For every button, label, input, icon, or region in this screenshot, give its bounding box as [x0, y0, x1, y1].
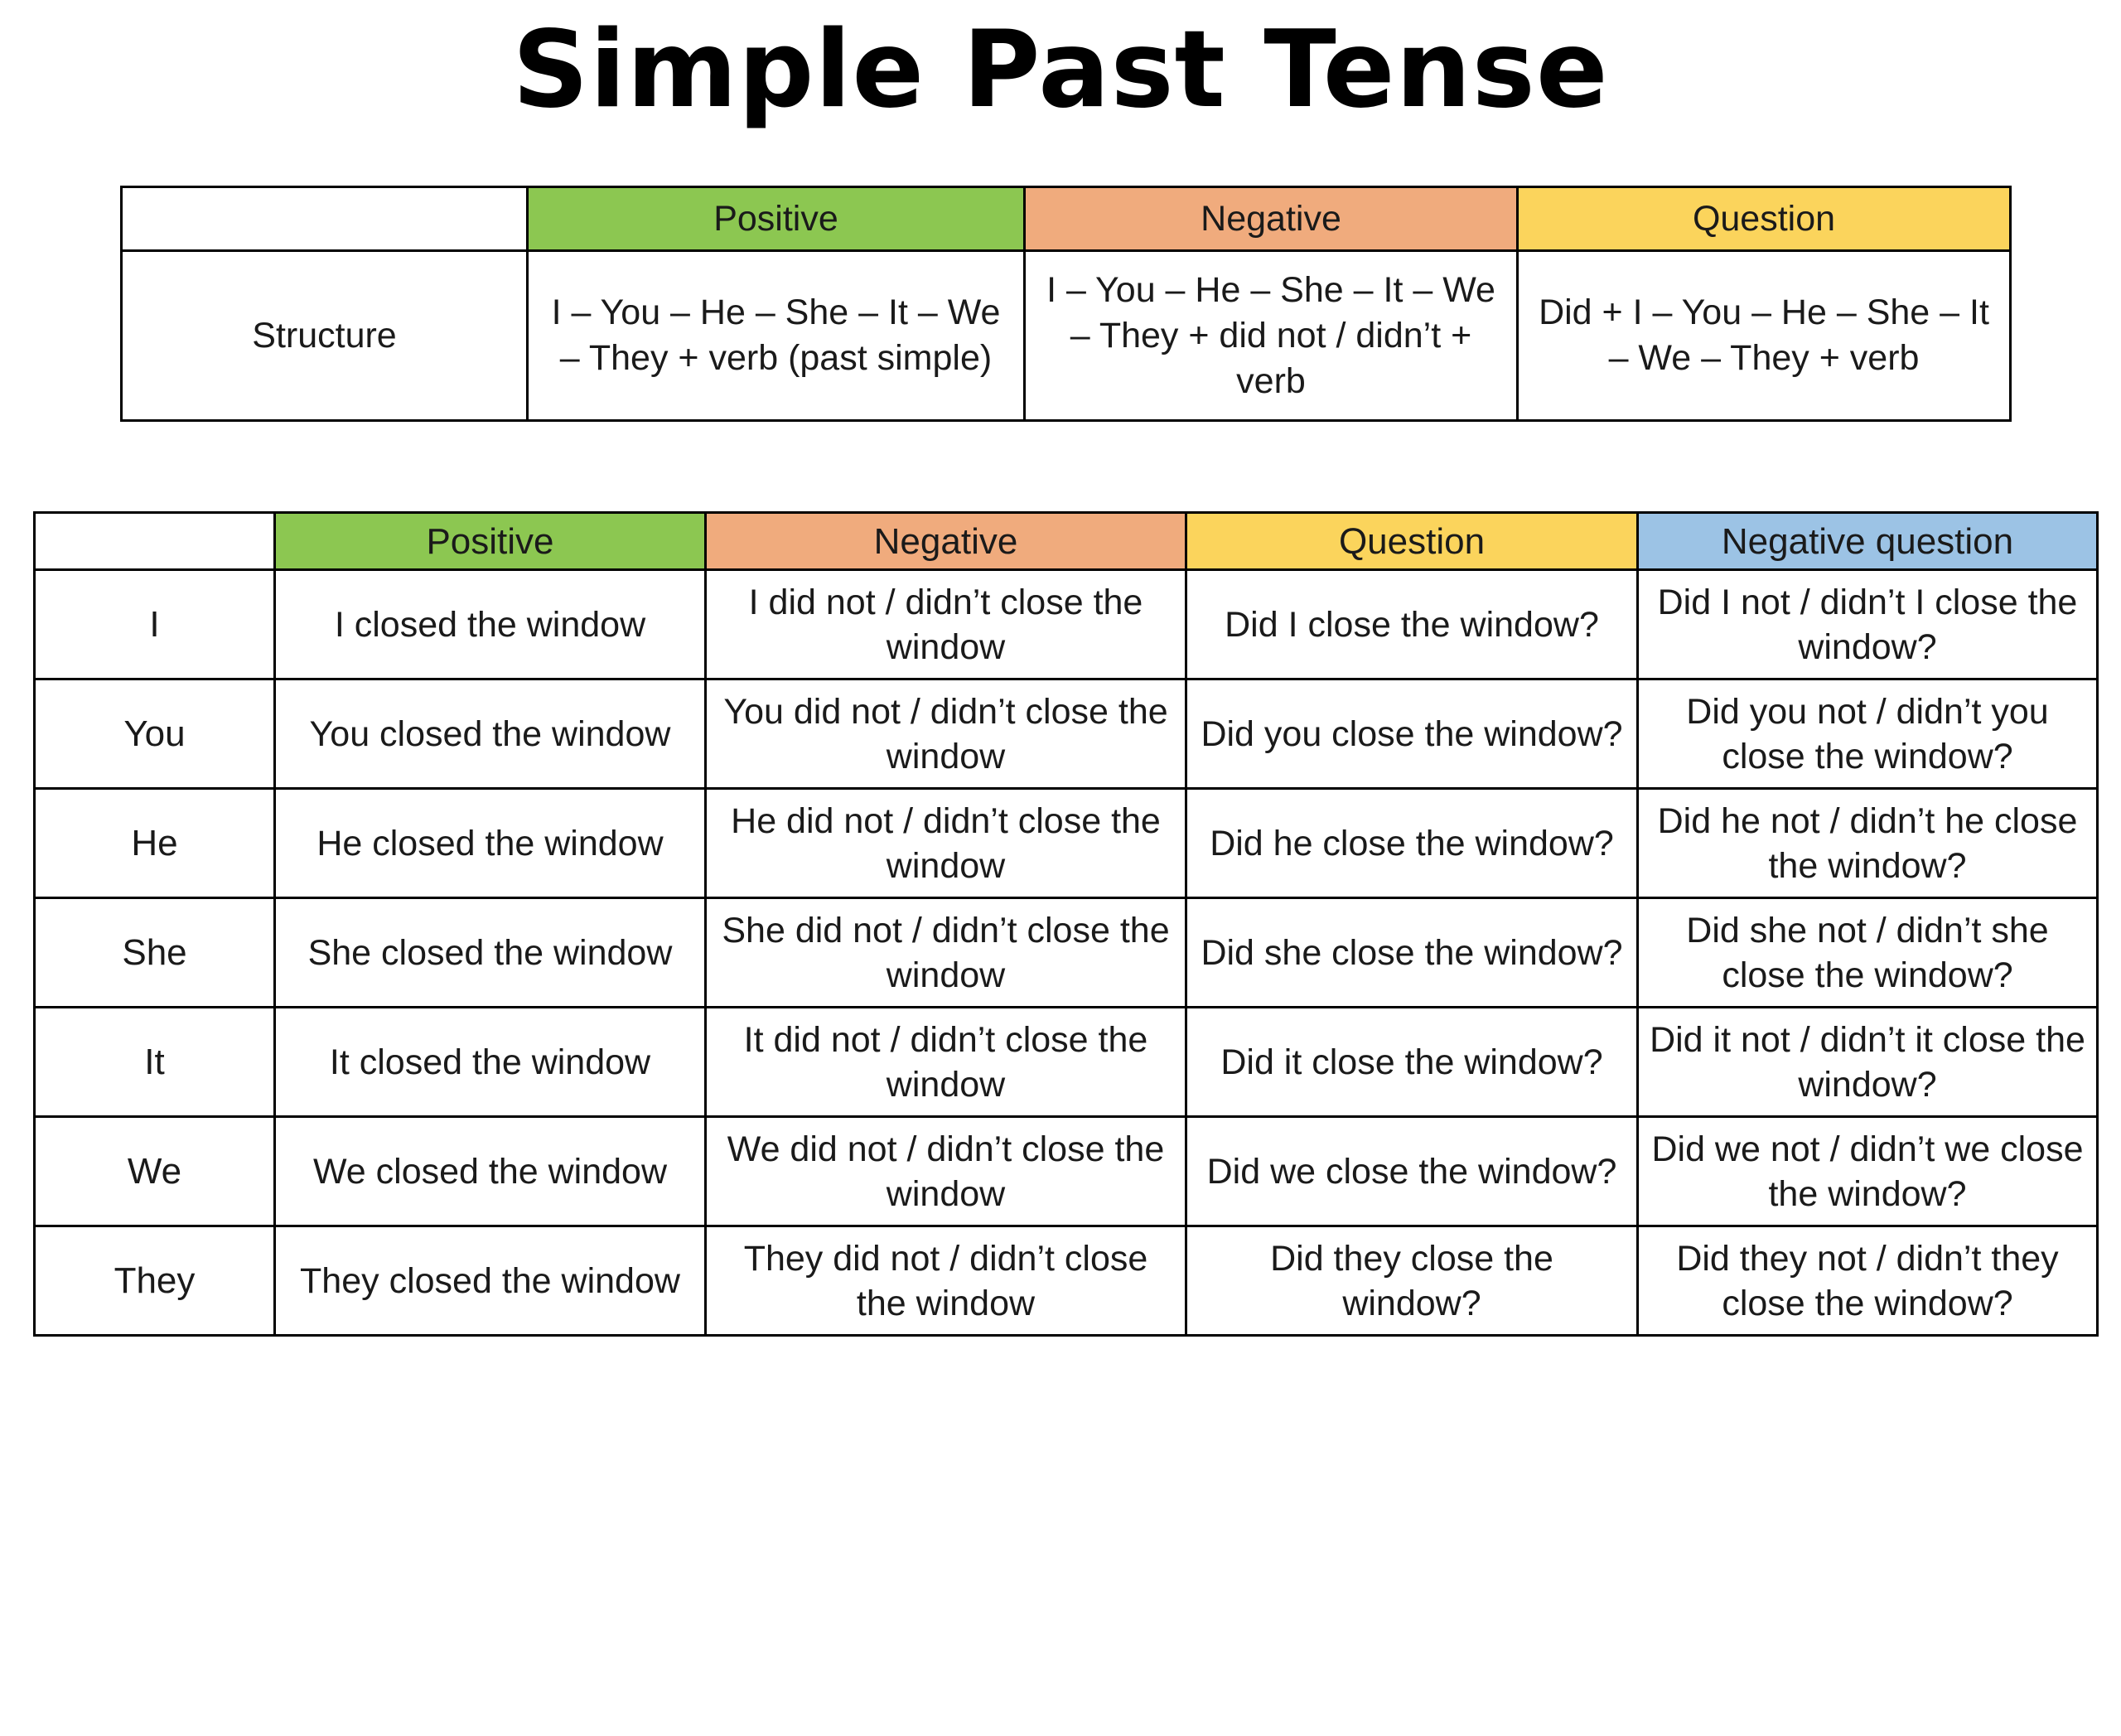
- conjugation-header-negative-question: Negative question: [1638, 513, 2098, 570]
- conjugation-table-container: [33, 511, 2096, 1337]
- cell-negative-question: Did I not / didn’t I close the window?: [1638, 570, 2098, 679]
- worksheet-page: [0, 8, 2121, 1736]
- cell-question: Did it close the window?: [1186, 1008, 1638, 1117]
- table-row: [35, 789, 2098, 898]
- row-pronoun: He: [35, 789, 275, 898]
- conjugation-table: [33, 511, 2099, 1337]
- cell-question: Did you close the window?: [1186, 679, 1638, 789]
- cell-positive: He closed the window: [275, 789, 706, 898]
- structure-header-positive: Positive: [528, 187, 1025, 251]
- cell-negative-question: Did he not / didn’t he close the window?: [1638, 789, 2098, 898]
- cell-negative: It did not / didn’t close the window: [706, 1008, 1186, 1117]
- cell-positive: You closed the window: [275, 679, 706, 789]
- structure-cell-question: Did + I – You – He – She – It – We – They + verb: [1518, 251, 2011, 421]
- table-row: [35, 1008, 2098, 1117]
- cell-negative: They did not / didn’t close the window: [706, 1226, 1186, 1336]
- row-pronoun: She: [35, 898, 275, 1008]
- cell-question: Did she close the window?: [1186, 898, 1638, 1008]
- cell-negative-question: Did they not / didn’t they close the window?: [1638, 1226, 2098, 1336]
- cell-negative-question: Did she not / didn’t she close the window?: [1638, 898, 2098, 1008]
- cell-positive: They closed the window: [275, 1226, 706, 1336]
- cell-negative: We did not / didn’t close the window: [706, 1117, 1186, 1226]
- cell-positive: She closed the window: [275, 898, 706, 1008]
- page-title: Simple Past Tense: [512, 8, 1609, 132]
- cell-negative: You did not / didn’t close the window: [706, 679, 1186, 789]
- cell-negative: He did not / didn’t close the window: [706, 789, 1186, 898]
- structure-header-row: [122, 187, 2011, 251]
- structure-table: [120, 186, 2012, 422]
- structure-row-label: Structure: [122, 251, 528, 421]
- cell-negative: She did not / didn’t close the window: [706, 898, 1186, 1008]
- cell-question: Did they close the window?: [1186, 1226, 1638, 1336]
- row-pronoun: You: [35, 679, 275, 789]
- table-row: [35, 898, 2098, 1008]
- cell-positive: We closed the window: [275, 1117, 706, 1226]
- structure-header-question: Question: [1518, 187, 2011, 251]
- table-row: [35, 1117, 2098, 1226]
- row-pronoun: They: [35, 1226, 275, 1336]
- table-row: [35, 1226, 2098, 1336]
- table-row: [35, 570, 2098, 679]
- conjugation-header-row: [35, 513, 2098, 570]
- cell-question: Did we close the window?: [1186, 1117, 1638, 1226]
- table-row: [35, 679, 2098, 789]
- conjugation-header-positive: Positive: [275, 513, 706, 570]
- row-pronoun: I: [35, 570, 275, 679]
- cell-positive: I closed the window: [275, 570, 706, 679]
- conjugation-header-negative: Negative: [706, 513, 1186, 570]
- row-pronoun: We: [35, 1117, 275, 1226]
- conjugation-header-question: Question: [1186, 513, 1638, 570]
- structure-cell-negative: I – You – He – She – It – We – They + did not / didn’t + verb: [1025, 251, 1518, 421]
- structure-header-blank: [122, 187, 528, 251]
- cell-negative: I did not / didn’t close the window: [706, 570, 1186, 679]
- structure-table-container: [120, 186, 2009, 422]
- cell-negative-question: Did we not / didn’t we close the window?: [1638, 1117, 2098, 1226]
- structure-header-negative: Negative: [1025, 187, 1518, 251]
- structure-cell-positive: I – You – He – She – It – We – They + verb (past simple): [528, 251, 1025, 421]
- cell-positive: It closed the window: [275, 1008, 706, 1117]
- cell-negative-question: Did it not / didn’t it close the window?: [1638, 1008, 2098, 1117]
- structure-row: [122, 251, 2011, 421]
- cell-question: Did he close the window?: [1186, 789, 1638, 898]
- cell-question: Did I close the window?: [1186, 570, 1638, 679]
- cell-negative-question: Did you not / didn’t you close the window?: [1638, 679, 2098, 789]
- row-pronoun: It: [35, 1008, 275, 1117]
- conjugation-header-blank: [35, 513, 275, 570]
